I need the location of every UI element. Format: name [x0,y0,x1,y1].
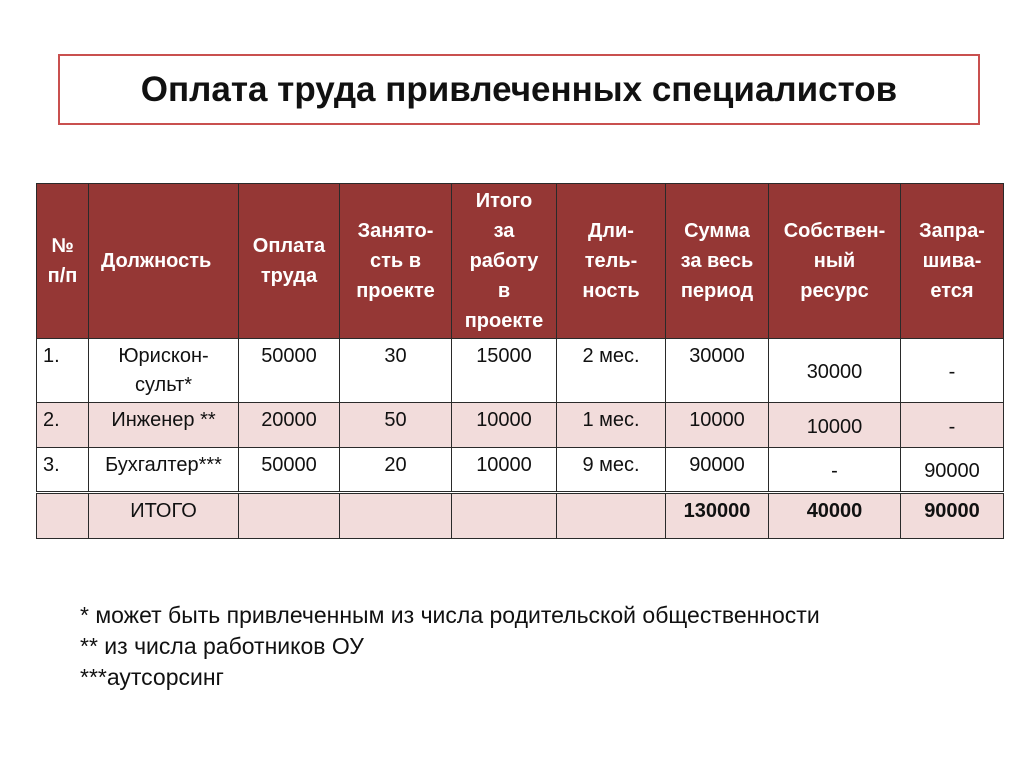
header-pay: Оплата труда [239,184,340,339]
total-requested: 90000 [901,493,1004,539]
footnote-3: ***аутсорсинг [80,664,224,690]
cell-period-sum: 90000 [666,448,769,493]
cell-period-sum: 30000 [666,339,769,403]
cell-project-total: 15000 [452,339,557,403]
slide-title: Оплата труда привлеченных специалистов [140,69,898,109]
cell-requested: - [901,339,1004,403]
cell-duration: 9 мес. [557,448,666,493]
header-number: № п/п [37,184,89,339]
header-requested: Запра- шива- ется [901,184,1004,339]
header-period-sum: Сумма за весь период [666,184,769,339]
cell-duration: 1 мес. [557,403,666,448]
cell-requested: - [901,403,1004,448]
cell-own-resource: 10000 [769,403,901,448]
footnote-1: * может быть привлеченным из числа родительской общественности [80,602,820,628]
total-empty-cell [557,493,666,539]
cell-own-resource: - [769,448,901,493]
total-period-sum: 130000 [666,493,769,539]
total-label: ИТОГО [89,493,239,539]
total-own-resource: 40000 [769,493,901,539]
cell-project-total: 10000 [452,448,557,493]
cell-project-total: 10000 [452,403,557,448]
cell-pay: 20000 [239,403,340,448]
cell-employment: 30 [340,339,452,403]
total-empty-cell [239,493,340,539]
cell-requested: 90000 [901,448,1004,493]
footnote-2: ** из числа работников ОУ [80,633,364,659]
cell-pay: 50000 [239,339,340,403]
header-position: Должность [89,184,239,339]
cell-position: Бухгалтер*** [89,448,239,493]
specialists-pay-table [36,183,1004,539]
cell-position: Инженер ** [89,403,239,448]
cell-number: 1. [37,339,89,403]
cell-own-resource: 30000 [769,339,901,403]
table-header-row [37,184,1004,339]
cell-employment: 20 [340,448,452,493]
total-empty-cell [452,493,557,539]
table-row [37,339,1004,403]
footnotes [80,600,820,693]
cell-number: 3. [37,448,89,493]
total-row [37,493,1004,539]
cell-employment: 50 [340,403,452,448]
cell-number: 2. [37,403,89,448]
header-project-total: Итого за работу в проекте [452,184,557,339]
title-box [58,54,980,125]
total-empty-cell [37,493,89,539]
header-own-resource: Собствен- ный ресурс [769,184,901,339]
cell-duration: 2 мес. [557,339,666,403]
cell-position: Юрискон- сульт* [89,339,239,403]
table-row [37,448,1004,493]
cell-pay: 50000 [239,448,340,493]
total-empty-cell [340,493,452,539]
table-row [37,403,1004,448]
header-employment: Занято- сть в проекте [340,184,452,339]
header-duration: Дли- тель- ность [557,184,666,339]
cell-period-sum: 10000 [666,403,769,448]
